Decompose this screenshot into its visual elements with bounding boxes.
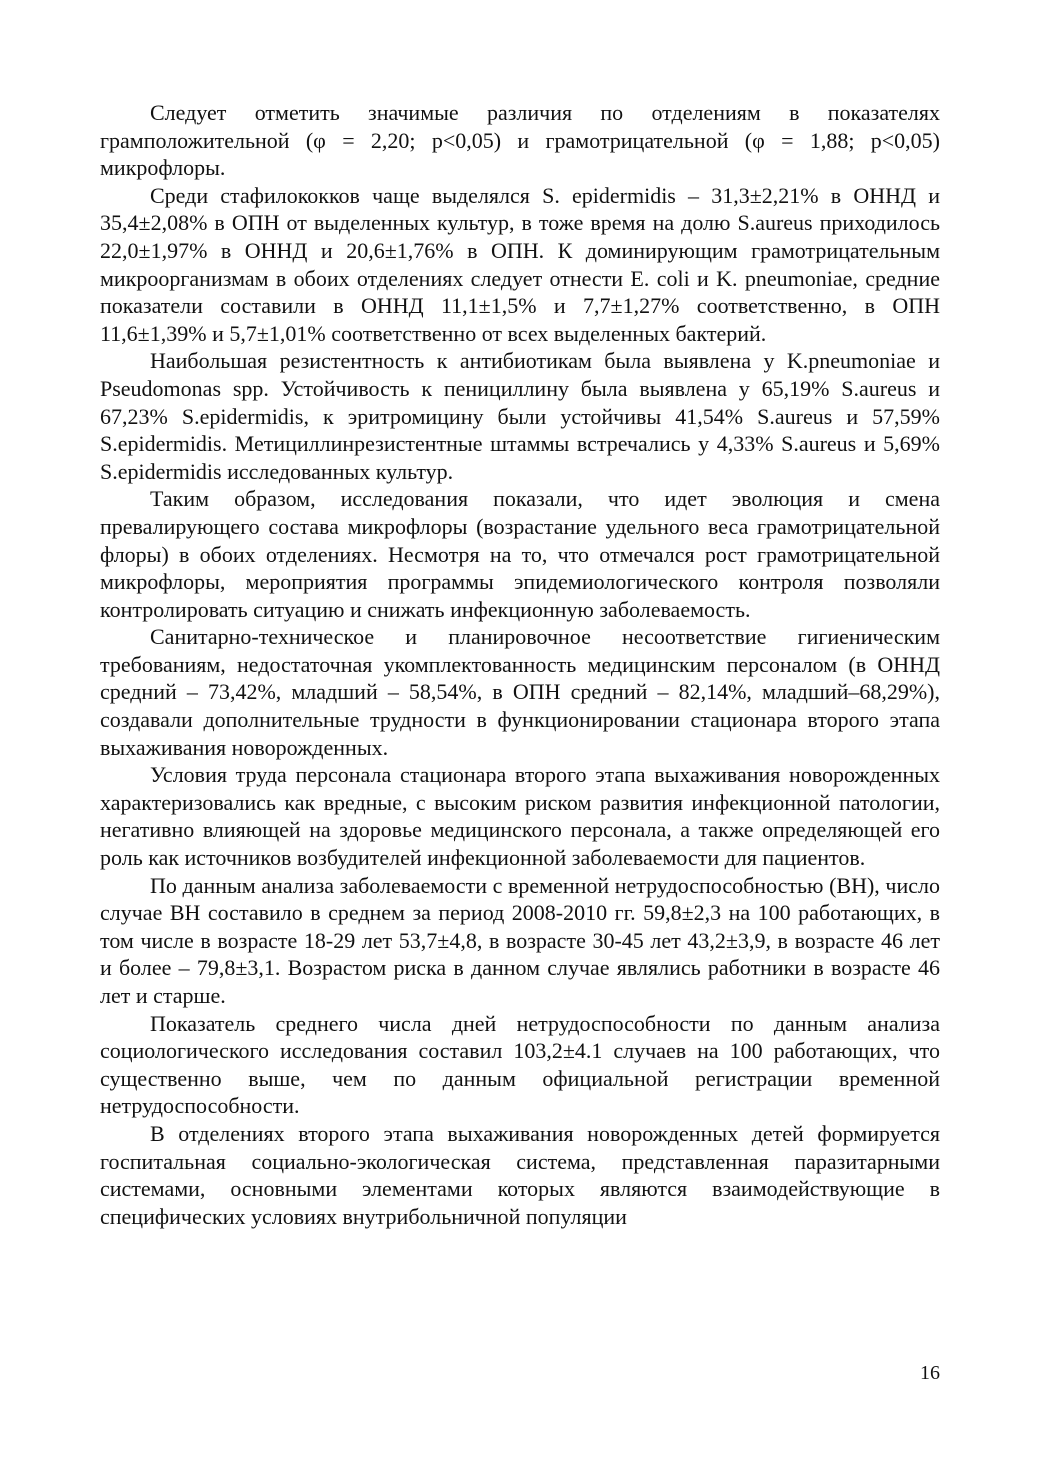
paragraph: Следует отметить значимые различия по отделениям в показателях грамположительной (φ = 2,20; p<0,05) и грамотрицательной (φ = 1,88; p<0,05) микрофлоры. — [100, 100, 940, 181]
paragraph: По данным анализа заболеваемости с временной нетрудоспособностью (ВН), число случае ВН составило в среднем за период 2008-2010 гг. 59,8±2,3 на 100 работающих, в том числе в возрасте 18-29 лет 53,7±4,8, в возрасте 30-45 лет 43,2±3,9, в возрасте 46 лет и более – 79,8±3,1. Возрастом риска в данном случае являлись работники в возрасте 46 лет и старше. — [100, 872, 940, 1008]
paragraph: Санитарно-техническое и планировочное несоответствие гигиеническим требованиям, недостаточная укомплектованность медицинским персоналом (в ОННД средний – 73,42%, младший – 58,54%, в ОПН средний – 82,14%, младший–68,29%), создавали дополнительные трудности в функционировании стационара второго этапа выхаживания новорожденных. — [100, 624, 940, 760]
document-body — [100, 99, 940, 1230]
paragraph: В отделениях второго этапа выхаживания новорожденных детей формируется госпитальная социально-экологическая система, представленная паразитарными системами, основными элементами которых являются взаимодействующие в специфических условиях внутрибольничной популяции — [100, 1120, 940, 1229]
paragraph: Среди стафилококков чаще выделялся S. epidermidis – 31,3±2,21% в ОННД и 35,4±2,08% в ОПН от выделенных культур, в тоже время на долю S.aureus приходилось 22,0±1,97% в ОННД и 20,6±1,76% в ОПН. К доминирующим грамотрицательным микроорганизмам в обоих отделениях следует отнести E. coli и K. pneumoniae, средние показатели составили в ОННД 11,1±1,5% и 7,7±1,27% соответственно, в ОПН 11,6±1,39% и 5,7±1,01% соответственно от всех выделенных бактерий. — [100, 182, 940, 346]
paragraph: Таким образом, исследования показали, что идет эволюция и смена превалирующего состава микрофлоры (возрастание удельного веса грамотрицательной флоры) в обоих отделениях. Несмотря на то, что отмечался рост грамотрицательной микрофлоры, мероприятия программы эпидемиологического контроля позволяли контролировать ситуацию и снижать инфекционную заболеваемость. — [100, 486, 940, 622]
paragraph: Показатель среднего числа дней нетрудоспособности по данным анализа социологического исследования составил 103,2±4.1 случаев на 100 работающих, что существенно выше, чем по данным официальной регистрации временной нетрудоспособности. — [100, 1010, 940, 1119]
page-number: 16 — [920, 1362, 940, 1384]
paragraph: Наибольшая резистентность к антибиотикам была выявлена у K.pneumoniae и Pseudomonas spp. Устойчивость к пенициллину была выявлена у 65,19% S.aureus и 67,23% S.epidermidis, к эритромицину были устойчивы 41,54% S.aureus и 57,59% S.epidermidis. Метициллинрезистентные штаммы встречались у 4,33% S.aureus и 5,69% S.epidermidis исследованных культур. — [100, 348, 940, 484]
paragraph: Условия труда персонала стационара второго этапа выхаживания новорожденных характеризовались как вредные, с высоким риском развития инфекционной патологии, негативно влияющей на здоровье медицинского персонала, а также определяющей его роль как источников возбудителей инфекционной заболеваемости для пациентов. — [100, 762, 940, 871]
